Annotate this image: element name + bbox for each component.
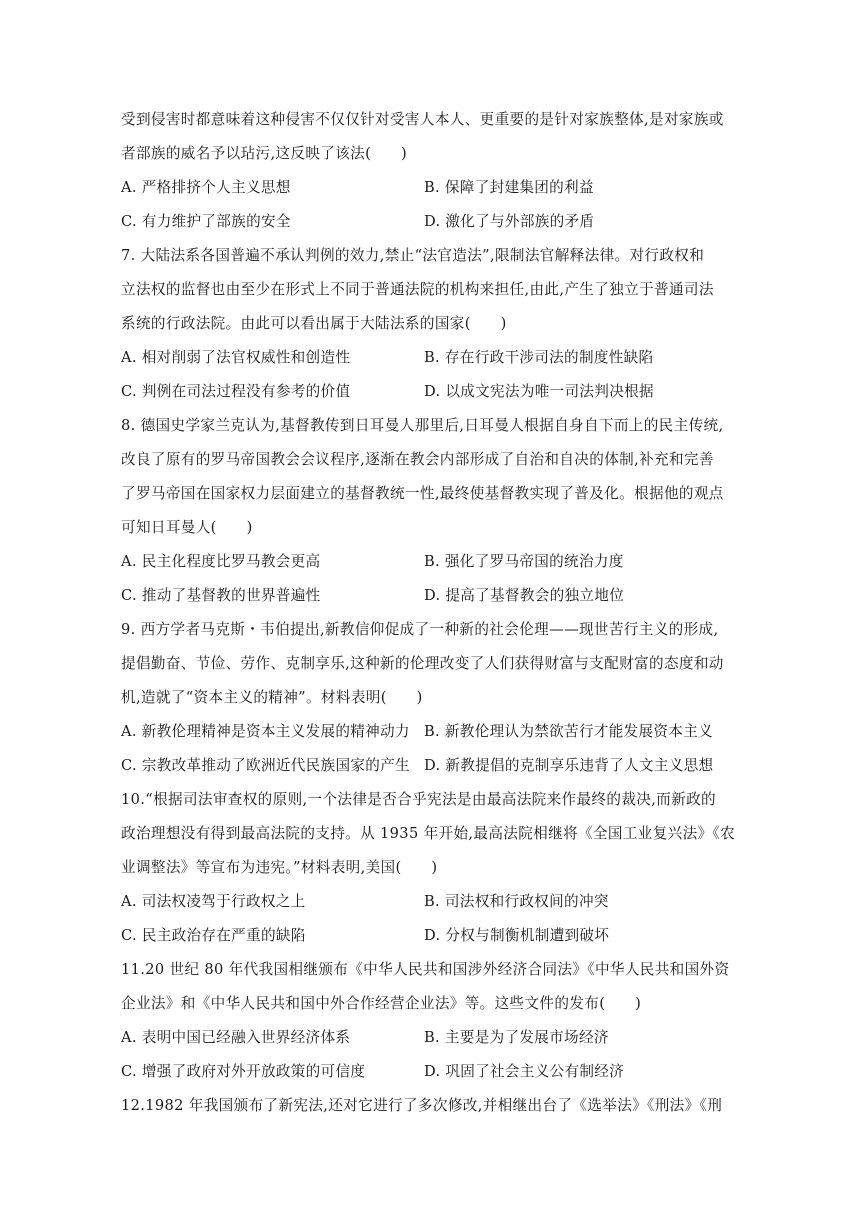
option-d: D. 分权与制衡机制遭到破坏 [424, 927, 610, 944]
question-12-text: 12.1982 年我国颁布了新宪法,还对它进行了多次修改,并相继出台了《选举法》《刑法》《刑 [121, 1097, 723, 1114]
option-b: B. 主要是为了发展市场经济 [424, 1029, 609, 1046]
question-8-text: 8. 德国史学家兰克认为,基督教传到日耳曼人那里后,日耳曼人根据自身自下而上的民主传统, [121, 417, 724, 434]
option-c: C. 宗教改革推动了欧洲近代民族国家的产生 [121, 757, 410, 774]
question-7-text: 7. 大陆法系各国普遍不承认判例的效力,禁止“法官造法”,限制法官解释法律。对行政权和 [121, 247, 705, 264]
option-c: C. 增强了政府对外开放政策的可信度 [121, 1063, 366, 1080]
option-c: C. 判例在司法过程没有参考的价值 [121, 383, 351, 400]
option-a: A. 严格排挤个人主义思想 [121, 179, 291, 196]
option-b: B. 新教伦理认为禁欲苦行才能发展资本主义 [424, 723, 713, 740]
question-text-line: 业调整法》等宣布为违宪。”材料表明,美国( ) [121, 859, 438, 876]
question-text-line: 政治理想没有得到最高法院的支持。从 1935 年开始,最高法院相继将《全国工业复兴法》《农 [121, 825, 736, 842]
question-text-line: 改良了原有的罗马帝国教会会议程序,逐渐在教会内部形成了自治和自决的体制,补充和完善 [121, 451, 714, 468]
option-a: A. 表明中国已经融入世界经济体系 [121, 1029, 351, 1046]
option-c: C. 民主政治存在严重的缺陷 [121, 927, 306, 944]
option-a: A. 相对削弱了法官权威性和创造性 [121, 349, 351, 366]
question-text-line: 可知日耳曼人( ) [121, 519, 253, 536]
option-b: B. 保障了封建集团的利益 [424, 179, 594, 196]
option-b: B. 司法权和行政权间的冲突 [424, 893, 609, 910]
question-text-line: 了罗马帝国在国家权力层面建立的基督教统一性,最终使基督教实现了普及化。根据他的观点 [121, 485, 724, 502]
option-c: C. 推动了基督教的世界普遍性 [121, 587, 321, 604]
option-b: B. 存在行政干涉司法的制度性缺陷 [424, 349, 654, 366]
option-a: A. 新教伦理精神是资本主义发展的精神动力 [121, 723, 410, 740]
question-11-text: 11.20 世纪 80 年代我国相继颁布《中华人民共和国涉外经济合同法》《中华人民共和国外资 [121, 961, 730, 978]
question-9-text: 9. 西方学者马克斯・韦伯提出,新教信仰促成了一种新的社会伦理——现世苦行主义的形成, [121, 621, 719, 638]
option-d: D. 新教提倡的克制享乐违背了人文主义思想 [424, 757, 714, 774]
question-text-line: 系统的行政法院。由此可以看出属于大陆法系的国家( ) [121, 315, 507, 332]
option-d: D. 巩固了社会主义公有制经济 [424, 1063, 625, 1080]
option-d: D. 提高了基督教会的独立地位 [424, 587, 625, 604]
question-text-line: 受到侵害时都意味着这种侵害不仅仅针对受害人本人、更重要的是针对家族整体,是对家族或 [121, 111, 724, 128]
option-a: A. 民主化程度比罗马教会更高 [121, 553, 321, 570]
option-a: A. 司法权凌驾于行政权之上 [121, 893, 306, 910]
question-text-line: 机,造就了“资本主义的精神”。材料表明( ) [121, 689, 423, 706]
question-text-line: 者部族的威名予以玷污,这反映了该法( ) [121, 145, 408, 162]
question-text-line: 提倡勤奋、节俭、劳作、克制享乐,这种新的伦理改变了人们获得财富与支配财富的态度和动 [121, 655, 724, 672]
option-c: C. 有力维护了部族的安全 [121, 213, 291, 230]
question-text-line: 立法权的监督也由至少在形式上不同于普通法院的机构来担任,由此,产生了独立于普通司法 [121, 281, 714, 298]
option-b: B. 强化了罗马帝国的统治力度 [424, 553, 624, 570]
option-d: D. 激化了与外部族的矛盾 [424, 213, 595, 230]
option-d: D. 以成文宪法为唯一司法判决根据 [424, 383, 654, 400]
question-10-text: 10.“根据司法审查权的原则,一个法律是否合乎宪法是由最高法院来作最终的裁决,而新政的 [121, 791, 716, 808]
question-text-line: 企业法》和《中华人民共和国中外合作经营企业法》等。这些文件的发布( ) [121, 995, 642, 1012]
